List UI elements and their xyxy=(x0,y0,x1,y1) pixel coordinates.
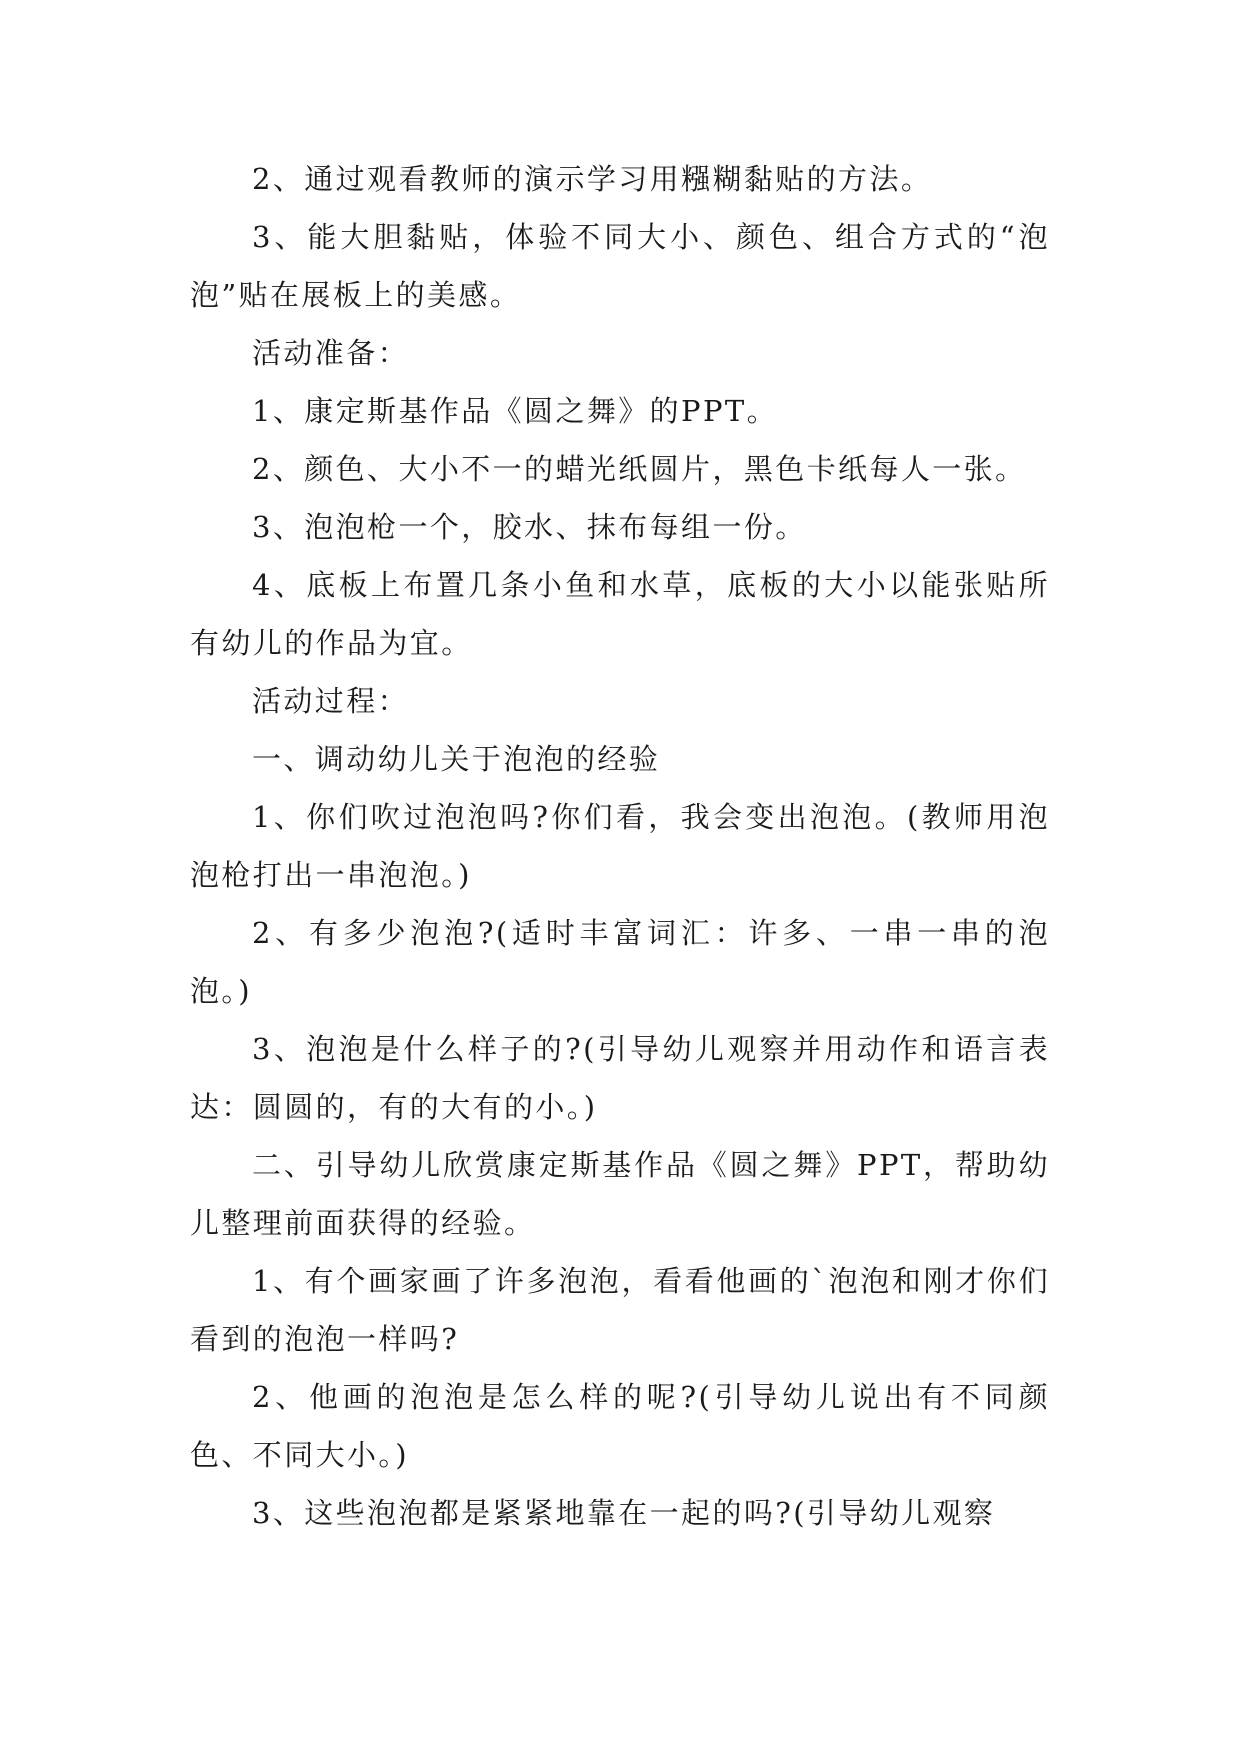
section-2-item-2: 2、他画的泡泡是怎么样的呢?(引导幼儿说出有不同颜色、不同大小。) xyxy=(190,1380,1050,1472)
section-1-item-3: 3、泡泡是什么样子的?(引导幼儿观察并用动作和语言表达：圆圆的，有的大有的小。) xyxy=(190,1032,1050,1124)
section-1-item-1: 1、你们吹过泡泡吗?你们看，我会变出泡泡。(教师用泡泡枪打出一串泡泡。) xyxy=(190,800,1050,892)
objective-3-paragraph: 3、能大胆黏贴，体验不同大小、颜色、组合方式的“泡泡”贴在展板上的美感。 xyxy=(190,220,1050,312)
section-2-item-3: 3、这些泡泡都是紧紧地靠在一起的吗?(引导幼儿观察 xyxy=(252,1496,996,1530)
section-2-heading: 二、引导幼儿欣赏康定斯基作品《圆之舞》PPT，帮助幼儿整理前面获得的经验。 xyxy=(190,1148,1050,1240)
section-2-item-1: 1、有个画家画了许多泡泡，看看他画的`泡泡和刚才你们看到的泡泡一样吗? xyxy=(190,1264,1050,1356)
document-page xyxy=(190,150,1050,1542)
objective-2-paragraph: 2、通过观看教师的演示学习用糨糊黏贴的方法。 xyxy=(252,162,933,196)
section-1-heading: 一、调动幼儿关于泡泡的经验 xyxy=(252,742,661,776)
preparation-item-3: 3、泡泡枪一个，胶水、抹布每组一份。 xyxy=(252,510,807,544)
preparation-item-4: 4、底板上布置几条小鱼和水草，底板的大小以能张贴所有幼儿的作品为宜。 xyxy=(190,568,1050,660)
preparation-item-2: 2、颜色、大小不一的蜡光纸圆片，黑色卡纸每人一张。 xyxy=(252,452,1027,486)
process-heading: 活动过程： xyxy=(252,684,410,718)
preparation-item-1: 1、康定斯基作品《圆之舞》的PPT。 xyxy=(252,394,779,428)
section-1-item-2: 2、有多少泡泡?(适时丰富词汇：许多、一串一串的泡泡。) xyxy=(190,916,1050,1008)
preparation-heading: 活动准备： xyxy=(252,336,410,370)
